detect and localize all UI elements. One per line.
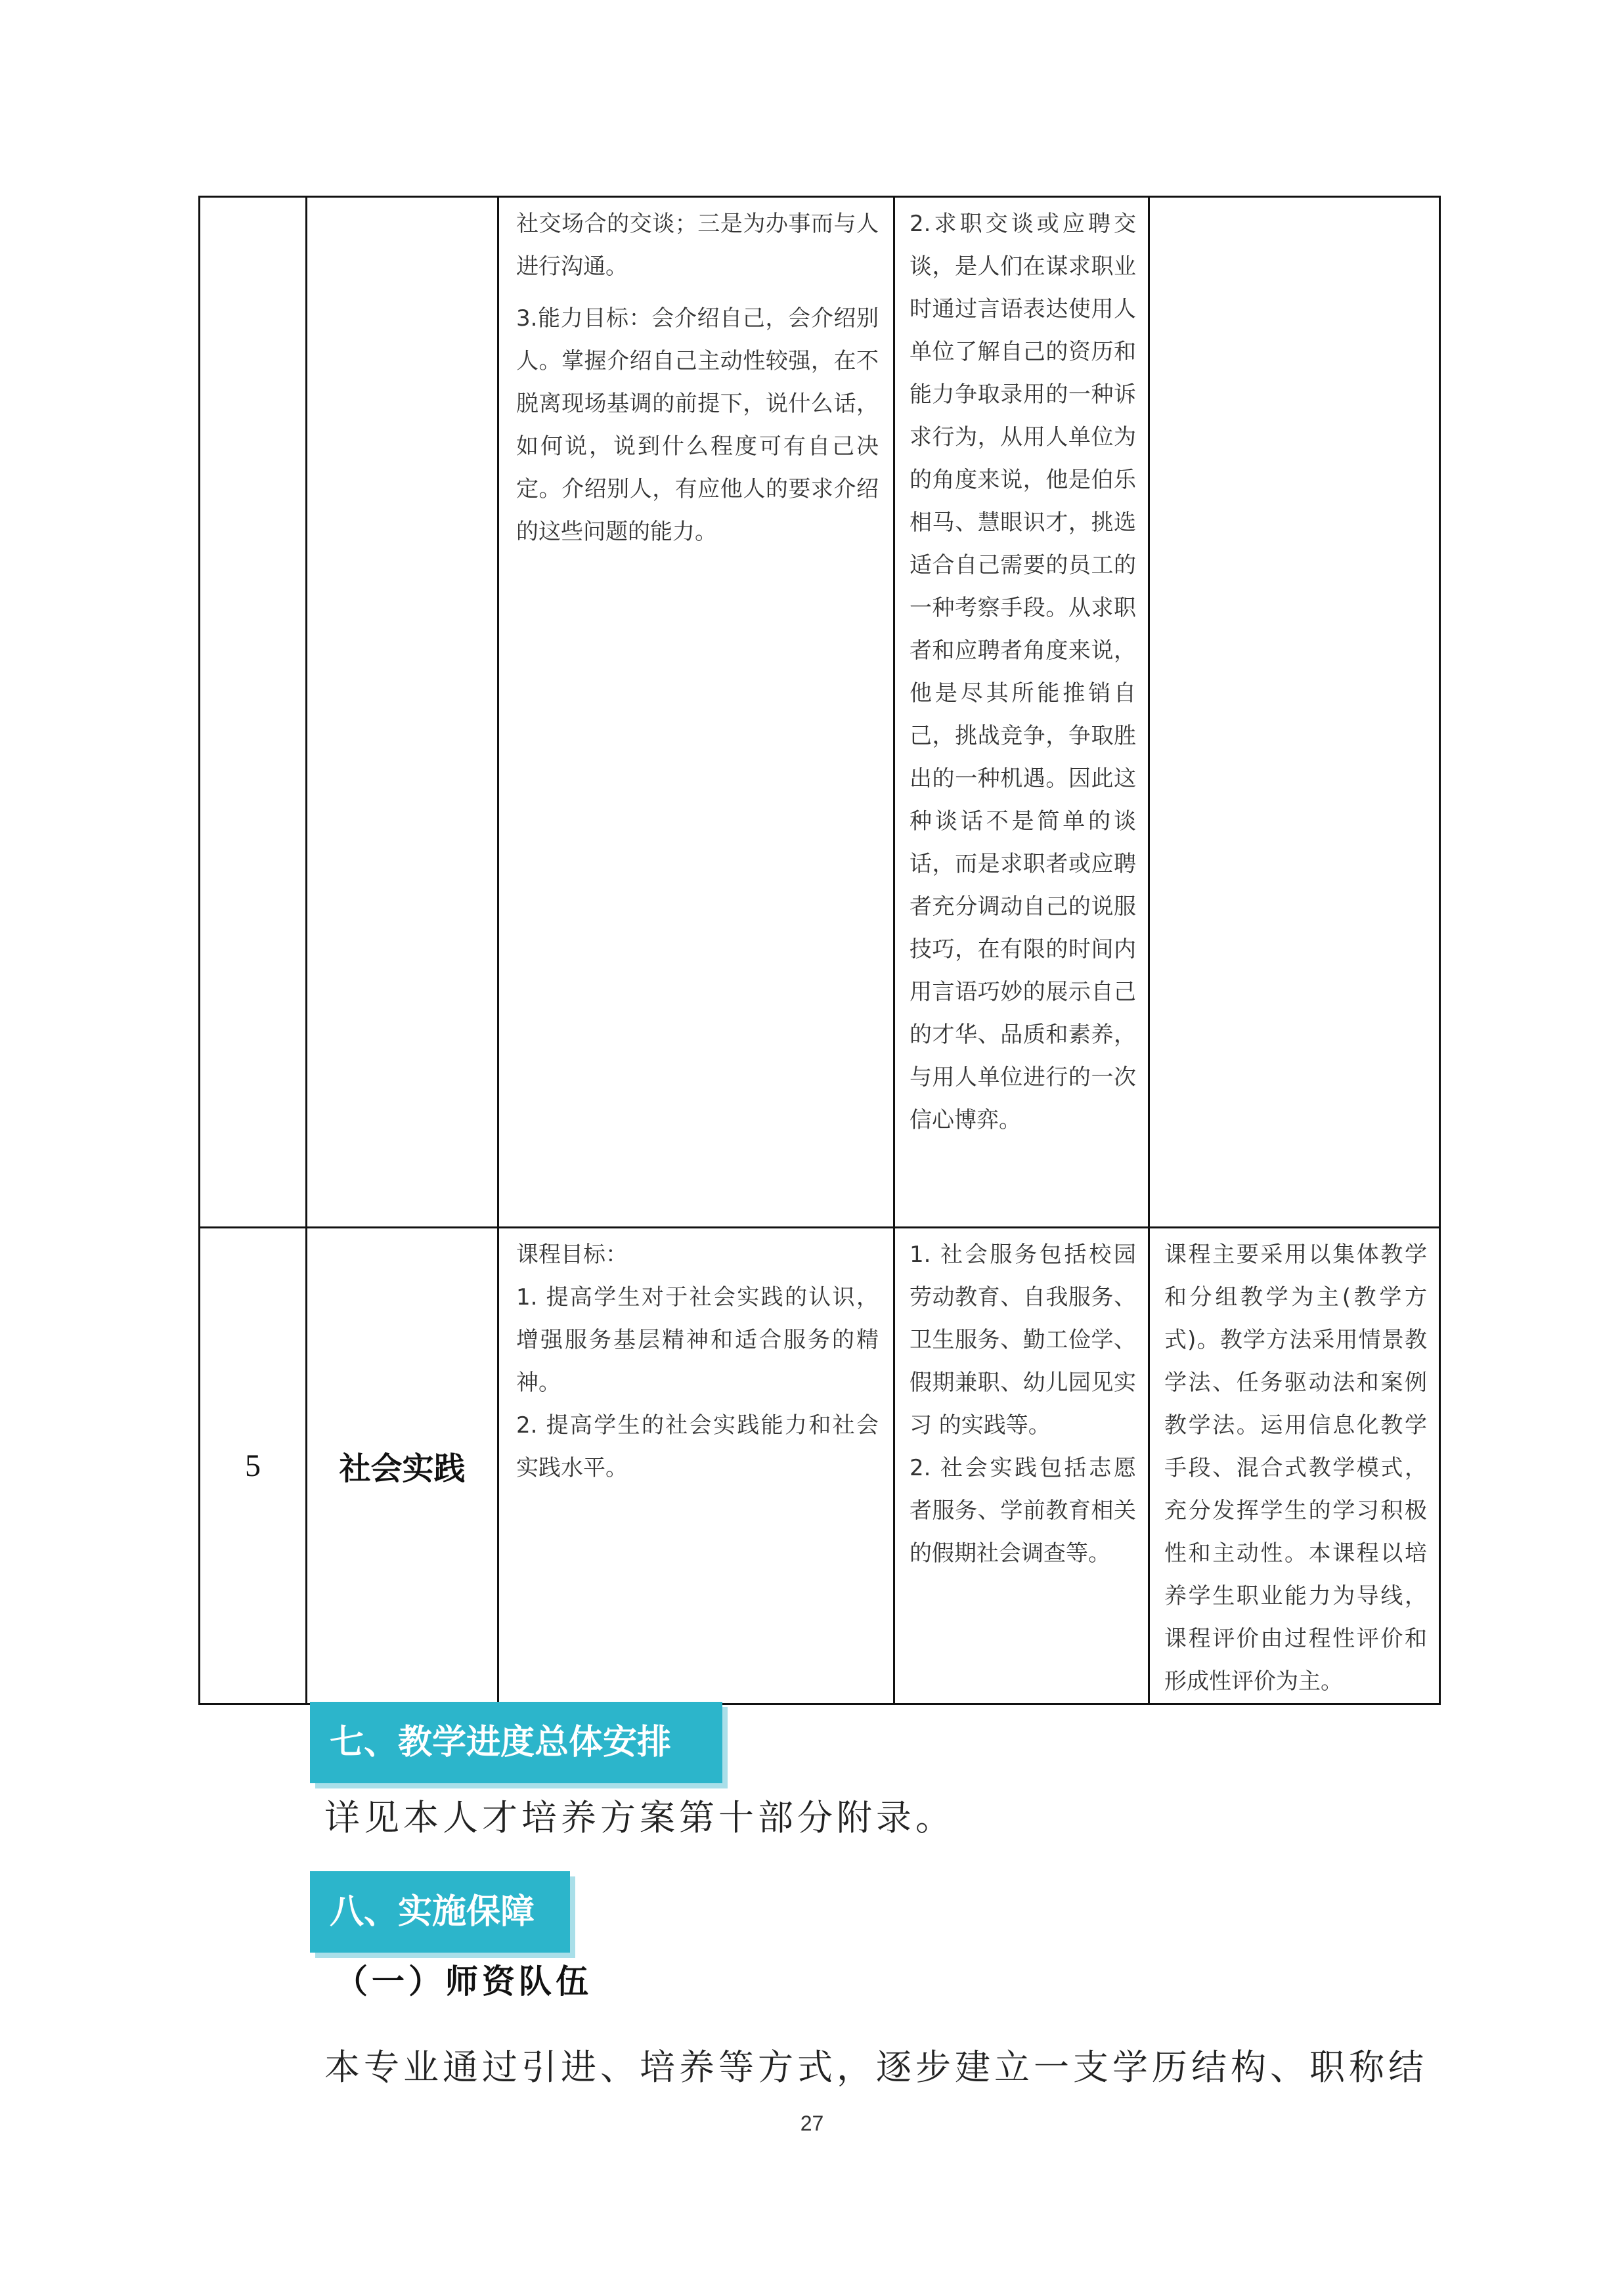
goal-paragraph: 3.能力目标：会介绍自己，会介绍别人。掌握介绍自己主动性较强，在不脱离现场基调的前提下，说什么话，如何说，说到什么程度可有自己决定。介绍别人，有应他人的要求介绍的这些问题的能力。: [516, 305, 879, 545]
course-name: 社会实践: [339, 1450, 466, 1487]
goal-paragraph: 课程目标：: [516, 1242, 628, 1268]
table-row-continued: [200, 197, 1440, 1228]
section-heading-7: 七、教学进度总体安排: [310, 1702, 722, 1783]
requirement-paragraph: 课程主要采用以集体教学和分组教学为主(教学方式)。教学方法采用情景教学法、任务驱动法和案例教学法。运用信息化教学手段、混合式教学模式，充分发挥学生的学习积极性和主动性。本课程以培养学生职业能力为导线，课程评价由过程性评价和形成性评价为主。: [1164, 1242, 1427, 1695]
course-table-wrapper: [198, 196, 1438, 1705]
subsection-heading: （一）师资队伍: [335, 1962, 592, 2001]
goal-paragraph: 社交场合的交谈；三是为办事而与人进行沟通。: [516, 211, 879, 280]
cell-number: [200, 1228, 307, 1704]
cell-name-empty: [307, 197, 498, 1228]
goal-paragraph: 2. 提高学生的社会实践能力和社会实践水平。: [516, 1412, 879, 1481]
section-heading-8: 八、实施保障: [310, 1871, 570, 1953]
course-table: [198, 196, 1441, 1705]
table-row-5: [200, 1228, 1440, 1704]
cell-requirement: [1149, 1228, 1440, 1704]
goal-paragraph: 1. 提高学生对于社会实践的认识，增强服务基层精神和适合服务的精神。: [516, 1284, 879, 1396]
content-paragraph: 2. 社会实践包括志愿者服务、学前教育相关的假期社会调查等。: [910, 1455, 1136, 1567]
page-number: 27: [800, 2112, 824, 2135]
cell-course-name: [307, 1228, 498, 1704]
cell-content: [894, 197, 1149, 1228]
content-paragraph: 1. 社会服务包括校园劳动教育、自我服务、卫生服务、勤工俭学、假期兼职、幼儿园见实习 的实践等。: [910, 1242, 1136, 1439]
cell-content: [894, 1228, 1149, 1704]
cell-number-empty: [200, 197, 307, 1228]
cell-requirement-empty: [1149, 197, 1440, 1228]
section-7-text: 详见本人才培养方案第十部分附录。: [324, 1797, 955, 1838]
cell-goal: [498, 197, 894, 1228]
section-8-text: 本专业通过引进、培养等方式，逐步建立一支学历结构、职称结: [324, 2047, 1428, 2088]
content-paragraph: 2.求职交谈或应聘交谈，是人们在谋求职业时通过言语表达使用人单位了解自己的资历和能力争取录用的一种诉求行为，从用人单位为的角度来说，他是伯乐相马、慧眼识才，挑选适合自己需要的员工的一种考察手段。从求职者和应聘者角度来说，他是尽其所能推销自己，挑战竞争，争取胜出的一种机遇。因此这种谈话不是简单的谈话，而是求职者或应聘者充分调动自己的说服技巧，在有限的时间内用言语巧妙的展示自己的才华、品质和素养，与用人单位进行的一次信心博弈。: [910, 211, 1136, 1133]
row-number: 5: [245, 1448, 261, 1483]
cell-goal: [498, 1228, 894, 1704]
